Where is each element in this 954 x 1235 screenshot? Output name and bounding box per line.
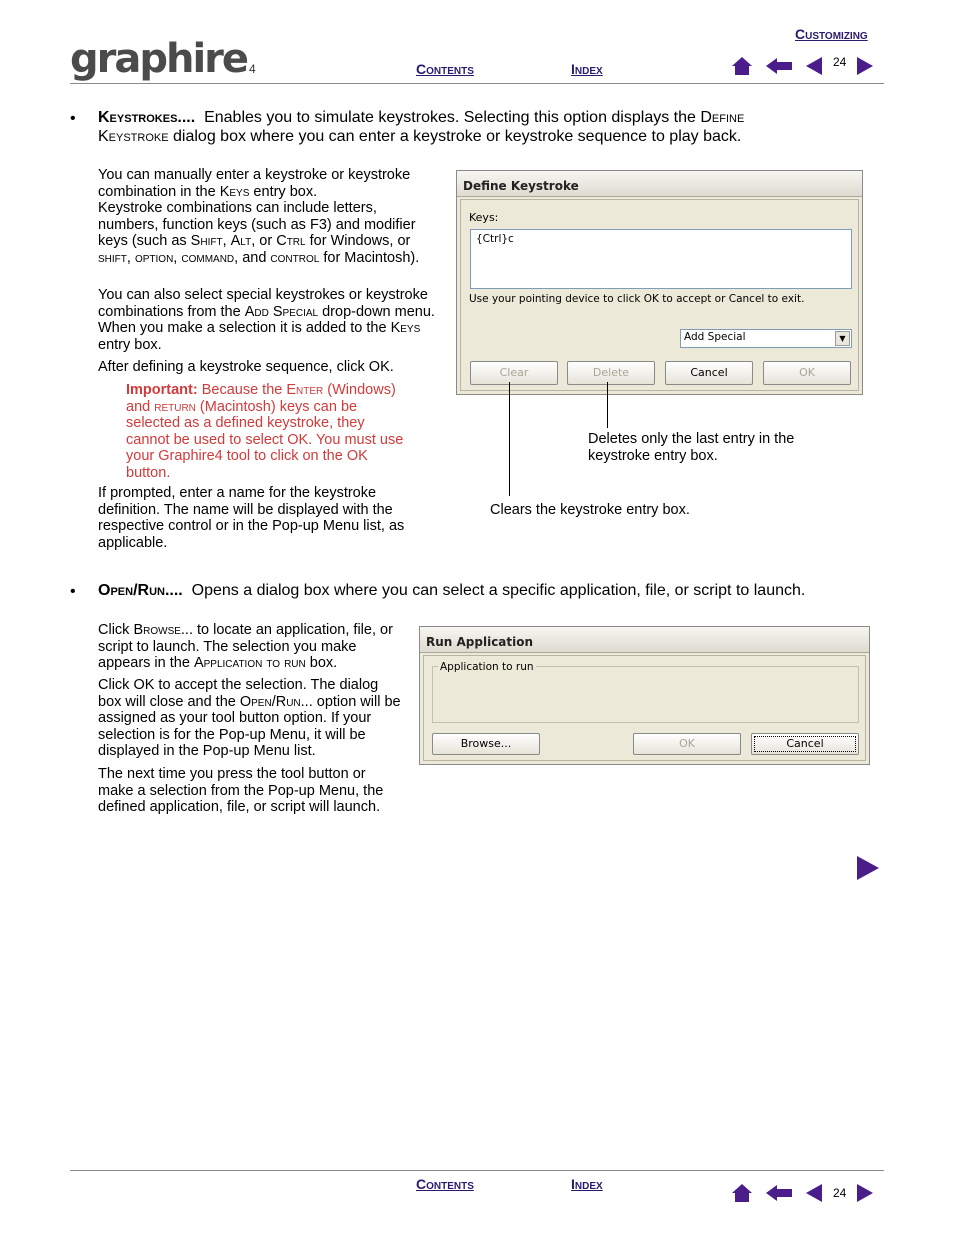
logo-suffix: 4 [249, 62, 256, 76]
clear-button[interactable]: Clear [470, 361, 558, 385]
openrun-para-2: Click OK to accept the selection. The dialog box will close and the Open/Run... option will be assigned as your tool button option. If your selection is for the Pop-up Menu, it will be displayed in the Pop-up Menu list. [98, 677, 401, 759]
contents-link[interactable]: Contents [416, 61, 474, 77]
header-nav [731, 55, 874, 77]
section-title-link[interactable]: Customizing [795, 26, 868, 42]
footer-contents-link[interactable]: Contents [416, 1176, 474, 1192]
application-to-run-box[interactable] [432, 666, 859, 723]
header-rule [70, 83, 884, 84]
next-page-icon[interactable] [856, 1182, 874, 1204]
dialog-title: Run Application [420, 627, 869, 653]
footer-rule [70, 1170, 884, 1171]
ok-button[interactable]: OK [633, 733, 741, 755]
dialog-title: Define Keystroke [457, 171, 862, 197]
keys-entry-box[interactable]: {Ctrl}c [470, 229, 852, 289]
bullet-openrun: • [70, 583, 76, 600]
footer-index-link[interactable]: Index [571, 1176, 603, 1192]
add-special-value: Add Special [684, 331, 746, 343]
previous-page-icon[interactable] [805, 55, 823, 77]
clear-callout: Clears the keystroke entry box. [490, 502, 690, 518]
next-page-icon[interactable] [856, 55, 874, 77]
delete-button[interactable]: Delete [567, 361, 655, 385]
add-special-dropdown[interactable] [680, 329, 852, 348]
bullet-keystrokes: • [70, 110, 76, 127]
page-number: 24 [833, 55, 847, 69]
cancel-button[interactable]: Cancel [665, 361, 753, 385]
logo-wordmark: graphire [70, 36, 248, 82]
keystrokes-para-2: You can also select special keystrokes or keystroke combinations from the Add Special drop-down menu. When you make a selection it is added to the Keys entry box. [98, 287, 435, 353]
graphire-logo [70, 36, 256, 82]
keystrokes-para-1: You can manually enter a keystroke or keystroke combination in the Keys entry box. Keystroke combinations can include letters, numbers, function keys (such as F3) and modifier keys (such as Shift, Alt, or Ctrl for Windows, or shift, option, command, and control for Macintosh). [98, 167, 420, 266]
important-note: Important: Because the Enter (Windows) and return (Macintosh) keys can be selected as a defined keystroke, they cannot be used to select OK. You must use your Graphire4 tool to click on the OK button. [126, 382, 404, 481]
define-keystroke-dialog [456, 170, 863, 395]
openrun-para-1: Click Browse... to locate an application, file, or script to launch. The selection you make appears in the Application to run box. [98, 622, 393, 671]
clear-callout-line [509, 382, 510, 496]
index-link[interactable]: Index [571, 61, 603, 77]
hint-text: Use your pointing device to click OK to accept or Cancel to exit. [469, 293, 805, 305]
dialog-body [423, 655, 866, 761]
chevron-down-icon[interactable]: ▼ [835, 331, 850, 346]
important-label: Important: [126, 382, 198, 398]
cancel-button[interactable]: Cancel [751, 733, 859, 755]
delete-callout: Deletes only the last entry in the keystroke entry box. [588, 431, 795, 464]
back-icon[interactable] [765, 1182, 793, 1204]
ok-button[interactable]: OK [763, 361, 851, 385]
run-application-dialog [419, 626, 870, 765]
browse-button[interactable]: Browse... [432, 733, 540, 755]
page-number: 24 [833, 1186, 847, 1200]
dialog-body [460, 199, 859, 391]
home-icon[interactable] [731, 55, 753, 77]
openrun-term: Open/Run.... [98, 582, 183, 599]
openrun-para-3: The next time you press the tool button or make a selection from the Pop-up Menu, the defined application, file, or script will launch. [98, 766, 384, 815]
delete-callout-line [607, 382, 608, 428]
next-page-icon[interactable] [856, 855, 880, 881]
keystrokes-description: Keystrokes.... Enables you to simulate keystrokes. Selecting this option displays the Define Keystroke dialog box where you can enter a keystroke or keystroke sequence to play back. [98, 109, 745, 145]
footer-nav [731, 1182, 874, 1204]
keys-label: Keys: [469, 211, 499, 224]
keystrokes-para-3: After defining a keystroke sequence, click OK. [98, 359, 394, 375]
back-icon[interactable] [765, 55, 793, 77]
keystrokes-para-4: If prompted, enter a name for the keystroke definition. The name will be displayed with the respective control or in the Pop-up Menu list, as applicable. [98, 485, 405, 551]
openrun-description: Open/Run.... Opens a dialog box where you can select a specific application, file, or script to launch. [98, 582, 806, 599]
home-icon[interactable] [731, 1182, 753, 1204]
group-label: Application to run [440, 661, 534, 673]
keystrokes-term: Keystrokes.... [98, 109, 196, 126]
previous-page-icon[interactable] [805, 1182, 823, 1204]
